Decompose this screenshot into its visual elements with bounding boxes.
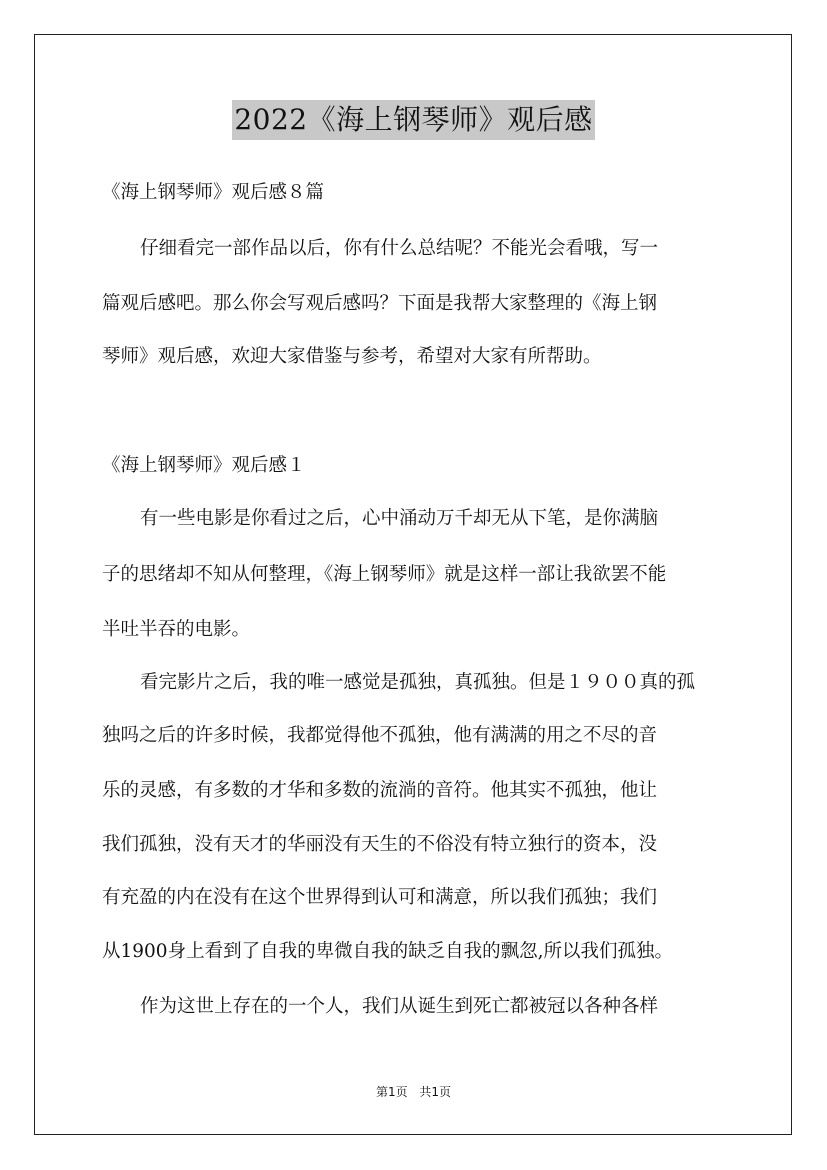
paragraph2-line-6: 从1900身上看到了自我的卑微自我的缺乏自我的飘忽,所以我们孤独。	[102, 941, 673, 962]
paragraph2-line-4: 我们孤独，没有天才的华丽没有天生的不俗没有特立独行的资本，没	[102, 834, 658, 855]
paragraph2-line-2: 独吗之后的许多时候，我都觉得他不孤独，他有满满的用之不尽的音	[102, 725, 658, 746]
title-container	[0, 100, 827, 140]
intro-line-2: 篇观后感吧。那么你会写观后感吗？下面是我帮大家整理的《海上钢	[102, 293, 658, 314]
paragraph3-line-1: 作为这世上存在的一个人，我们从诞生到死亡都被冠以各种各样	[140, 996, 659, 1017]
section-heading: 《海上钢琴师》观后感１	[102, 455, 306, 476]
intro-line-3: 琴师》观后感，欢迎大家借鉴与参考，希望对大家有所帮助。	[102, 346, 602, 367]
page-number: 第1页	[375, 1085, 408, 1099]
paragraph1-line-3: 半吐半吞的电影。	[102, 619, 251, 640]
document-title: 2022《海上钢琴师》观后感	[232, 100, 594, 140]
paragraph1-line-2: 子的思绪却不知从何整理，《海上钢琴师》就是这样一部让我欲罢不能	[102, 564, 667, 585]
page-footer	[0, 1084, 827, 1100]
paragraph1-line-1: 有一些电影是你看过之后，心中涌动万千却无从下笔，是你满脑	[140, 508, 659, 529]
document-subtitle: 《海上钢琴师》观后感８篇	[102, 182, 325, 203]
page-total: 共1页	[419, 1085, 452, 1099]
paragraph2-line-3: 乐的灵感，有多数的才华和多数的流淌的音符。他其实不孤独，他让	[102, 780, 658, 801]
paragraph2-line-5: 有充盈的内在没有在这个世界得到认可和满意，所以我们孤独；我们	[102, 887, 658, 908]
paragraph2-line-1: 看完影片之后，我的唯一感觉是孤独，真孤独。但是１９００真的孤	[140, 672, 696, 693]
intro-line-1: 仔细看完一部作品以后，你有什么总结呢？不能光会看哦，写一	[140, 238, 659, 259]
